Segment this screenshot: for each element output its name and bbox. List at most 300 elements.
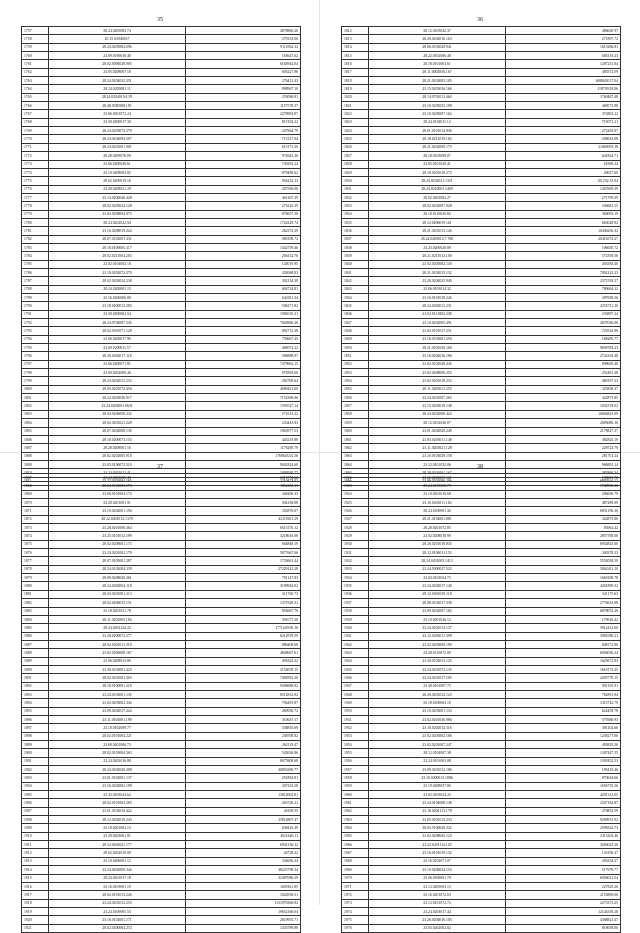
amount-cell: 3189944.02 <box>186 582 301 590</box>
code-cell: 28.24.0204032.351 <box>49 77 186 85</box>
amount-cell: 338810.69 <box>186 724 301 732</box>
row-number-cell: 1909 <box>22 824 49 832</box>
code-cell: 28.22.0102006.48 <box>369 52 506 60</box>
table-row <box>342 227 621 235</box>
table-row <box>342 93 621 101</box>
amount-cell: 287658.56 <box>506 294 621 302</box>
row-number-cell: 1855 <box>342 385 369 393</box>
row-number-cell: 1844 <box>342 294 369 302</box>
row-number-cell: 1875 <box>22 540 49 548</box>
code-cell: 28.12.0102026.07 <box>369 419 506 427</box>
row-number-cell: 1964 <box>342 824 369 832</box>
amount-cell: 1094938.77 <box>186 469 301 477</box>
code-cell: 28.24.0202004.118 <box>49 582 186 590</box>
table-row <box>342 615 621 623</box>
code-cell: 23.05.0203011.148 <box>369 435 506 443</box>
row-number-cell: 1883 <box>22 607 49 615</box>
amount-cell: 7026966.26 <box>186 319 301 327</box>
table-row <box>22 160 301 168</box>
code-cell: 23.28.0200072.277 <box>49 632 186 640</box>
table-row <box>22 77 301 85</box>
row-number-cell: 1838 <box>342 243 369 251</box>
code-cell: 23.10.0202072.270 <box>49 268 186 276</box>
table-row <box>342 807 621 815</box>
row-number-cell: 1906 <box>22 799 49 807</box>
table-row <box>342 474 621 482</box>
row-number-cell: 1972 <box>342 891 369 899</box>
row-number-cell: 1922 <box>342 474 369 482</box>
amount-cell: 6212978.59 <box>186 632 301 640</box>
amount-cell: 325838.37 <box>506 385 621 393</box>
table-row <box>22 557 301 565</box>
code-cell: 23.10.0201016.68 <box>369 490 506 498</box>
table-row <box>22 143 301 151</box>
row-number-cell: 1869 <box>22 490 49 498</box>
code-cell: 28.02.0202005.918 <box>49 452 186 460</box>
amount-cell: 406972.22 <box>186 344 301 352</box>
row-number-cell: 1920 <box>22 916 49 924</box>
code-cell: 23.01.0102014.422 <box>49 807 186 815</box>
amount-cell: 1771629.06.16 <box>186 624 301 632</box>
code-cell: 23.28.0208021.29 <box>49 185 186 193</box>
table-row <box>342 27 621 35</box>
code-cell: 28.02.0103004.363 <box>49 749 186 757</box>
code-cell: 23.19.0202001.194 <box>49 507 186 515</box>
amount-cell: 6954825.60 <box>506 540 621 548</box>
code-cell: 23.18.0100002.10 <box>369 699 506 707</box>
table-row <box>22 60 301 68</box>
table-row <box>22 507 301 515</box>
code-cell: 28.24.0201005.1413 <box>369 557 506 565</box>
table-row <box>342 649 621 657</box>
row-number-cell: 1808 <box>22 452 49 460</box>
code-cell: 23.02.0201018.233 <box>369 377 506 385</box>
row-number-cell: 1942 <box>342 640 369 648</box>
code-cell: 23.28.0203061.91 <box>49 832 186 840</box>
row-number-cell: 1782 <box>22 235 49 243</box>
code-cell: 23.16.0204113.178 <box>369 807 506 815</box>
row-number-cell: 1940 <box>342 624 369 632</box>
row-number-cell: 1967 <box>342 849 369 857</box>
code-cell: 23.16.0201072.03 <box>369 891 506 899</box>
row-number-cell: 1881 <box>22 590 49 598</box>
table-row <box>342 243 621 251</box>
table-row <box>22 85 301 93</box>
amount-cell: 615171.30 <box>186 143 301 151</box>
code-cell: 23.28.0201001.91 <box>49 499 186 507</box>
table-row <box>342 624 621 632</box>
code-cell: 23.24.0203001.0631 <box>49 402 186 410</box>
row-number-cell: 1827 <box>342 152 369 160</box>
table-row <box>342 335 621 343</box>
row-number-cell: 1927 <box>342 515 369 523</box>
row-number-cell: 1859 <box>342 419 369 427</box>
row-number-cell: 1946 <box>342 674 369 682</box>
amount-cell: 1610173.25 <box>506 665 621 673</box>
code-cell: 23.22.0201004.165 <box>49 477 186 485</box>
row-number-cell: 1905 <box>22 791 49 799</box>
code-cell: 23.30.0200002.54 <box>49 310 186 318</box>
row-number-cell: 1973 <box>342 899 369 907</box>
row-number-cell: 1919 <box>22 907 49 915</box>
table-row <box>22 907 301 915</box>
code-cell: 23.10.0208002.85 <box>49 168 186 176</box>
amount-cell: 263583.40 <box>506 260 621 268</box>
amount-cell: 663028.92 <box>506 218 621 226</box>
table-row <box>22 110 301 118</box>
code-cell: 23.02.0208018.99 <box>369 532 506 540</box>
code-cell: 23.18.0201021.78 <box>49 607 186 615</box>
amount-cell: 6878052.26 <box>506 607 621 615</box>
code-cell: 23.22.0203009.190 <box>369 640 506 648</box>
code-cell: 23.06.0200040.61 <box>49 160 186 168</box>
table-row <box>342 574 621 582</box>
amount-cell: 262372.39 <box>186 227 301 235</box>
table-row <box>342 774 621 782</box>
table-row <box>342 310 621 318</box>
code-cell: 28.28.0201001.167 <box>369 469 506 477</box>
row-number-cell: 1885 <box>22 624 49 632</box>
row-number-cell: 1884 <box>22 615 49 623</box>
amount-cell: 7492991.20 <box>186 674 301 682</box>
row-number-cell: 1924 <box>342 490 369 498</box>
code-cell: 23.24.0201007.265 <box>369 394 506 402</box>
table-row <box>22 615 301 623</box>
amount-cell: 571613.22 <box>186 410 301 418</box>
table-row <box>342 640 621 648</box>
amount-cell: 1435789.88 <box>186 924 301 932</box>
row-number-cell: 1895 <box>22 707 49 715</box>
amount-cell: 276413.43 <box>186 77 301 85</box>
code-cell: 23.09.0202007.182 <box>369 607 506 615</box>
code-cell: 28.18.0101003.61 <box>369 60 506 68</box>
code-cell: 23.06.0103014.32 <box>369 285 506 293</box>
amount-cell: 20027.60 <box>506 168 621 176</box>
row-number-cell: 1870 <box>22 499 49 507</box>
table-row <box>342 824 621 832</box>
code-cell: 23.24.0202016.88 <box>49 757 186 765</box>
code-cell: 28.24.0102011.12 <box>369 118 506 126</box>
code-cell: 23.02.0101017.251 <box>369 327 506 335</box>
amount-cell: 321175.63 <box>506 590 621 598</box>
code-cell: 23.16.0102071.07 <box>369 857 506 865</box>
amount-cell: 262119.47 <box>186 741 301 749</box>
document-page-38 <box>320 452 640 931</box>
table-row <box>22 93 301 101</box>
code-cell: 23.12.0101072.72 <box>369 899 506 907</box>
code-cell: 28.30.0202017.118 <box>49 352 186 360</box>
amount-cell: 685119.23 <box>506 52 621 60</box>
table-row <box>22 532 301 540</box>
table-row <box>342 202 621 210</box>
code-cell: 23.24.0300027.523 <box>369 565 506 573</box>
code-cell: 28.24.0204094.507 <box>49 135 186 143</box>
amount-cell: 642011.34 <box>186 294 301 302</box>
amount-cell: 1665298.78 <box>506 574 621 582</box>
amount-cell: 6932136.12 <box>186 841 301 849</box>
row-number-cell: 1790 <box>22 302 49 310</box>
table-row <box>342 540 621 548</box>
code-cell: 23.16.0204016.186 <box>369 352 506 360</box>
amount-cell: 168285.77 <box>506 335 621 343</box>
amount-cell: 3263023.26 <box>506 841 621 849</box>
page-number: 36 <box>477 17 483 23</box>
amount-cell: 491822.22 <box>186 657 301 665</box>
code-cell: 23.24.0203017.44 <box>369 907 506 915</box>
table-row <box>342 385 621 393</box>
amount-cell: 1591027.14 <box>186 402 301 410</box>
amount-cell: 638416.49 <box>186 824 301 832</box>
table-row <box>342 127 621 135</box>
amount-cell: 6165944.04 <box>186 60 301 68</box>
table-row <box>342 482 621 490</box>
table-row <box>22 268 301 276</box>
code-cell: 23.16.0202002.198 <box>49 782 186 790</box>
amount-cell: 780664.12 <box>506 285 621 293</box>
row-number-cell: 1959 <box>342 782 369 790</box>
amount-cell: 83962.42 <box>506 524 621 532</box>
code-cell: 28.05.0100020.332 <box>369 824 506 832</box>
amount-cell: 723524.96 <box>506 327 621 335</box>
table-row <box>22 682 301 690</box>
row-number-cell: 1789 <box>22 294 49 302</box>
table-row <box>342 799 621 807</box>
table-row <box>342 732 621 740</box>
row-number-cell: 1898 <box>22 732 49 740</box>
table-row <box>22 515 301 523</box>
row-number-cell: 1854 <box>342 377 369 385</box>
code-cell: 23.02.0205002.130 <box>369 260 506 268</box>
code-cell: 23.10.0201011.182 <box>369 499 506 507</box>
table-row <box>342 135 621 143</box>
table-row <box>22 665 301 673</box>
row-number-cell: 1793 <box>22 327 49 335</box>
amount-cell: 106650.72 <box>506 243 621 251</box>
code-cell: 23.24.0201012.41 <box>49 469 186 477</box>
table-row <box>22 482 301 490</box>
table-row <box>22 640 301 648</box>
row-number-cell: 1787 <box>22 277 49 285</box>
row-number-cell: 1944 <box>342 657 369 665</box>
table-row <box>22 774 301 782</box>
amount-cell: 750667.45 <box>186 335 301 343</box>
code-cell: 28.28.0208001.16 <box>49 444 186 452</box>
row-number-cell: 1830 <box>342 177 369 185</box>
code-cell: 23.30.0102013.125 <box>369 657 506 665</box>
amount-cell: 2210473.31 <box>186 477 301 485</box>
code-cell: 23.10.0102009.77 <box>49 724 186 732</box>
row-number-cell: 1819 <box>342 85 369 93</box>
amount-cell: 270852.59 <box>506 807 621 815</box>
amount-cell: 26169.55 <box>186 807 301 815</box>
code-cell: 23.16.0101018.226 <box>369 294 506 302</box>
amount-cell: 13012002.81 <box>186 791 301 799</box>
table-row <box>22 444 301 452</box>
table-row <box>22 394 301 402</box>
amount-cell: 1022938.51 <box>186 891 301 899</box>
row-number-cell: 1822 <box>342 110 369 118</box>
code-cell: 28.07.0105001.287 <box>49 557 186 565</box>
table-row <box>342 907 621 915</box>
table-row <box>342 319 621 327</box>
row-number-cell: 1949 <box>342 699 369 707</box>
amount-cell: 7479962.15 <box>186 360 301 368</box>
amount-cell: 1615266.81 <box>506 43 621 51</box>
page-number: 38 <box>477 464 483 470</box>
table-row <box>22 724 301 732</box>
table-row <box>22 749 301 757</box>
amount-cell: 227825.26 <box>506 882 621 890</box>
code-cell: 23.01.0102001.137 <box>49 774 186 782</box>
code-cell: 23.02.0111002.238 <box>369 310 506 318</box>
row-number-cell: 1937 <box>342 599 369 607</box>
code-cell: 28.02.0202024.238 <box>49 277 186 285</box>
table-row <box>342 294 621 302</box>
amount-cell: 251894.81 <box>186 774 301 782</box>
amount-cell: 493829.26 <box>506 741 621 749</box>
table-row <box>342 832 621 840</box>
table-row <box>22 699 301 707</box>
row-number-cell: 1955 <box>342 749 369 757</box>
code-cell: 23.10.0201026.12 <box>369 615 506 623</box>
amount-cell: 4878860.20 <box>186 27 301 35</box>
row-number-cell: 1809 <box>22 460 49 468</box>
amount-cell: 4261899.32 <box>506 582 621 590</box>
table-row <box>22 674 301 682</box>
amount-cell: 4201313.05 <box>506 791 621 799</box>
code-cell: 23.24.0104008.148 <box>369 799 506 807</box>
row-number-cell: 1902 <box>22 766 49 774</box>
amount-cell: 2153869.06 <box>506 891 621 899</box>
row-number-cell: 1798 <box>22 369 49 377</box>
table-row <box>22 849 301 857</box>
table-row <box>22 285 301 293</box>
code-cell: 23.15.0203019.148 <box>369 402 506 410</box>
code-cell: 28.21.0202009.175 <box>369 143 506 151</box>
code-cell: 28.09.0208026.261 <box>49 574 186 582</box>
table-row <box>342 277 621 285</box>
code-cell: 23.01.0202020.249 <box>369 427 506 435</box>
row-number-cell: 1975 <box>342 916 369 924</box>
code-cell: 23.19.0208037.86 <box>369 782 506 790</box>
amount-cell: 608172.96 <box>506 640 621 648</box>
table-row <box>22 474 301 482</box>
code-cell: 23.14.0200046.428 <box>49 193 186 201</box>
code-cell: 23.16.0101019.132 <box>369 849 506 857</box>
row-number-cell: 1846 <box>342 310 369 318</box>
row-number-cell: 1963 <box>342 816 369 824</box>
amount-cell: 108651.76 <box>506 474 621 482</box>
amount-cell: 1315742.79 <box>506 699 621 707</box>
row-number-cell: 1974 <box>342 907 369 915</box>
row-number-cell: 1800 <box>22 385 49 393</box>
amount-cell: 6913774.62 <box>186 474 301 482</box>
code-cell: 28.07.0202008.139 <box>49 427 186 435</box>
code-cell: 28.22.0401012.1378 <box>49 515 186 523</box>
row-number-cell: 1771 <box>22 143 49 151</box>
row-number-cell: 1795 <box>22 344 49 352</box>
row-number-cell: 1866 <box>342 477 369 485</box>
code-cell: 28.24.0210001.1469 <box>369 185 506 193</box>
code-cell: 23.16.0208019.224 <box>49 227 186 235</box>
amount-cell: 5552058.50 <box>506 557 621 565</box>
row-number-cell: 1806 <box>22 435 49 443</box>
row-number-cell: 1878 <box>22 565 49 573</box>
row-number-cell: 1834 <box>342 210 369 218</box>
table-row <box>22 210 301 218</box>
amount-cell: 485572.59 <box>506 68 621 76</box>
table-row <box>22 352 301 360</box>
amount-cell: 1032378.02 <box>506 402 621 410</box>
row-number-cell: 1929 <box>342 532 369 540</box>
code-cell: 28.02.0200019.16 <box>49 177 186 185</box>
table-row <box>22 499 301 507</box>
table-row <box>342 102 621 110</box>
table-row <box>22 402 301 410</box>
table-row <box>22 118 301 126</box>
code-cell: 23.15.0203016.166 <box>369 85 506 93</box>
row-number-cell: 1836 <box>342 227 369 235</box>
amount-cell: 1605611.85 <box>186 882 301 890</box>
code-cell: 23.10.0206034.154 <box>369 866 506 874</box>
table-row <box>22 252 301 260</box>
code-cell: 23.28.0110072.08 <box>369 649 506 657</box>
row-number-cell: 1887 <box>22 640 49 648</box>
row-number-cell: 1957 <box>342 766 369 774</box>
table-row <box>22 335 301 343</box>
table-row <box>22 193 301 201</box>
table-row <box>342 690 621 698</box>
amount-cell: 233897.24 <box>506 310 621 318</box>
row-number-cell: 1861 <box>342 435 369 443</box>
amount-cell: 2683080.16 <box>506 419 621 427</box>
code-cell: 23.10.0205007.162 <box>369 110 506 118</box>
amount-cell: 311760.73 <box>186 590 301 598</box>
amount-cell: 886408.68 <box>186 640 301 648</box>
row-number-cell: 1880 <box>22 582 49 590</box>
table-row <box>22 816 301 824</box>
row-number-cell: 1828 <box>342 160 369 168</box>
code-cell: 23.24.0201002.179 <box>49 549 186 557</box>
code-cell: 23.30.0200017.30 <box>49 118 186 126</box>
row-number-cell: 1966 <box>342 841 369 849</box>
row-number-cell: 1792 <box>22 319 49 327</box>
amount-cell: 701147.83 <box>186 574 301 582</box>
table-row <box>342 841 621 849</box>
table-row <box>342 766 621 774</box>
amount-cell: 7152396.06 <box>186 394 301 402</box>
row-number-cell: 1845 <box>342 302 369 310</box>
code-cell: 23.06.0208013.86 <box>49 657 186 665</box>
table-row <box>22 27 301 35</box>
code-cell: 28.24.0704007.545 <box>49 319 186 327</box>
code-cell: 28.12.0301029.118 <box>369 590 506 598</box>
amount-cell: 872993.66 <box>186 369 301 377</box>
code-cell: 23.16.0103001.19 <box>49 882 186 890</box>
code-cell: 23.06.0200071.81 <box>49 360 186 368</box>
amount-cell: 1287231.84 <box>506 60 621 68</box>
amount-cell: 2680421.60 <box>186 385 301 393</box>
amount-cell: 2619955.71 <box>186 916 301 924</box>
table-row <box>22 360 301 368</box>
table-row <box>342 369 621 377</box>
row-number-cell: 1835 <box>342 218 369 226</box>
row-number-cell: 1826 <box>342 143 369 151</box>
table-row <box>22 916 301 924</box>
table-row <box>22 657 301 665</box>
row-number-cell: 1879 <box>22 574 49 582</box>
amount-cell: 998967.10 <box>186 85 301 93</box>
